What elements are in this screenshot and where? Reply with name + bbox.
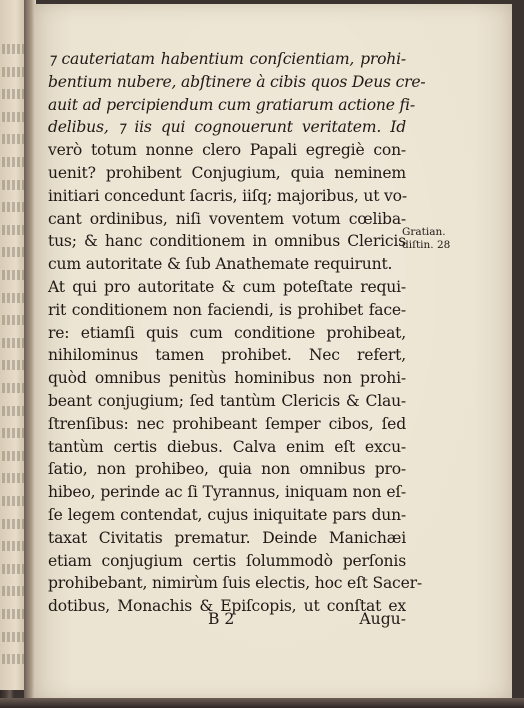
text-line: ſe legem contendat, cujus iniquitate pars dun- (48, 505, 406, 524)
adjacent-page-edge (0, 0, 26, 690)
adjacent-page-text-fragment (2, 541, 24, 551)
text-line: auit ad percipiendum cum gratiarum actione fi- (48, 95, 415, 114)
text-line: etiam conjugium certis ſolummodò perſonis (48, 551, 406, 570)
text-line: tantùm certis diebus. Calva enim eſt excu- (48, 437, 406, 456)
text-line: nihilominus tamen prohibet. Nec refert, (48, 346, 406, 365)
adjacent-page-text-fragment (2, 406, 24, 416)
text-line: ſtrenſibus: nec prohibeant ſemper cibos, ſed (48, 414, 406, 433)
adjacent-page-text-fragment (2, 315, 24, 325)
adjacent-page-text-fragment (2, 225, 24, 235)
text-line: At qui pro autoritate & cum poteſtate requi- (48, 277, 406, 296)
text-line: re: etiamſi quis cum conditione prohibeat, (48, 323, 406, 342)
text-line: verò totum nonne clero Papali egregiè con- (48, 141, 406, 160)
adjacent-page-text-fragment (2, 247, 24, 257)
text-line: beant conjugium; ſed tantùm Clericis & Clau- (48, 391, 406, 410)
page-footer (48, 608, 406, 630)
adjacent-page-text-fragment (2, 270, 24, 280)
text-line: dotibus, Monachis & Epiſcopis, ut conſtat ex (48, 597, 406, 616)
text-line: ſatio, non prohibeo, quia non omnibus pro- (48, 460, 406, 479)
signature-mark: B 2 (208, 610, 235, 628)
text-line: tus; & hanc conditionem in omnibus Clericis (48, 232, 406, 251)
text-line: uenit? prohibent Conjugium, quia neminem (48, 163, 406, 182)
text-line: delibus, ⁊ iis qui cognouerunt veritatem. Id (48, 118, 406, 137)
text-line: quòd omnibus penitùs hominibus non prohi- (48, 369, 406, 388)
adjacent-page-text-fragment (2, 293, 24, 303)
text-line: cant ordinibus, niſi voventem votum cœliba- (48, 209, 406, 228)
adjacent-page-text-fragment (2, 180, 24, 190)
text-line: rit conditionem non faciendi, is prohibet face- (48, 300, 406, 319)
text-line: bentium nubere, abſtinere à cibis quos Deus cre- (48, 72, 426, 91)
adjacent-page-text-fragment (2, 564, 24, 574)
scan-bottom-edge (0, 698, 524, 708)
text-line: cum autoritate & ſub Anathemate requirunt. (48, 255, 393, 274)
adjacent-page-text-fragment (2, 44, 24, 54)
margin-note-line: Gratian. (402, 226, 446, 238)
adjacent-page-text-fragment (2, 112, 24, 122)
adjacent-page-text-fragment (2, 360, 24, 370)
text-line: prohibebant, nimirùm ſuis electis, hoc eſt Sacer- (48, 574, 422, 593)
adjacent-page-text-fragment (2, 428, 24, 438)
adjacent-page-text-fragment (2, 586, 24, 596)
margin-note (402, 226, 450, 252)
adjacent-page-text-fragment (2, 632, 24, 642)
adjacent-page-text-fragment (2, 383, 24, 393)
text-line: ⁊ cauteriatam habentium conſcientiam, prohi- (48, 50, 406, 68)
adjacent-page-text-fragment (2, 609, 24, 619)
text-line: taxat Civitatis prematur. Deinde Manichæi (48, 528, 406, 547)
adjacent-page-text-fragment (2, 134, 24, 144)
adjacent-page-text-fragment (2, 202, 24, 212)
adjacent-page-text-fragment (2, 519, 24, 529)
margin-note-line: diſtin. 28 (402, 239, 451, 251)
adjacent-page-text-fragment (2, 473, 24, 483)
adjacent-page-text-fragment (2, 654, 24, 664)
text-line: initiari concedunt ſacris, iiſq; majoribus, ut vo- (48, 186, 407, 205)
text-line: hibeo, perinde ac ſi Tyrannus, iniquam non eſ- (48, 483, 406, 502)
catchword: Augu- (359, 610, 406, 628)
adjacent-page-text-fragment (2, 338, 24, 348)
adjacent-page-text-fragment (2, 89, 24, 99)
adjacent-page-text-fragment (2, 451, 24, 461)
adjacent-page-text-fragment (2, 67, 24, 77)
adjacent-page-text-fragment (2, 157, 24, 167)
book-page (34, 4, 512, 700)
adjacent-page-text-fragment (2, 496, 24, 506)
